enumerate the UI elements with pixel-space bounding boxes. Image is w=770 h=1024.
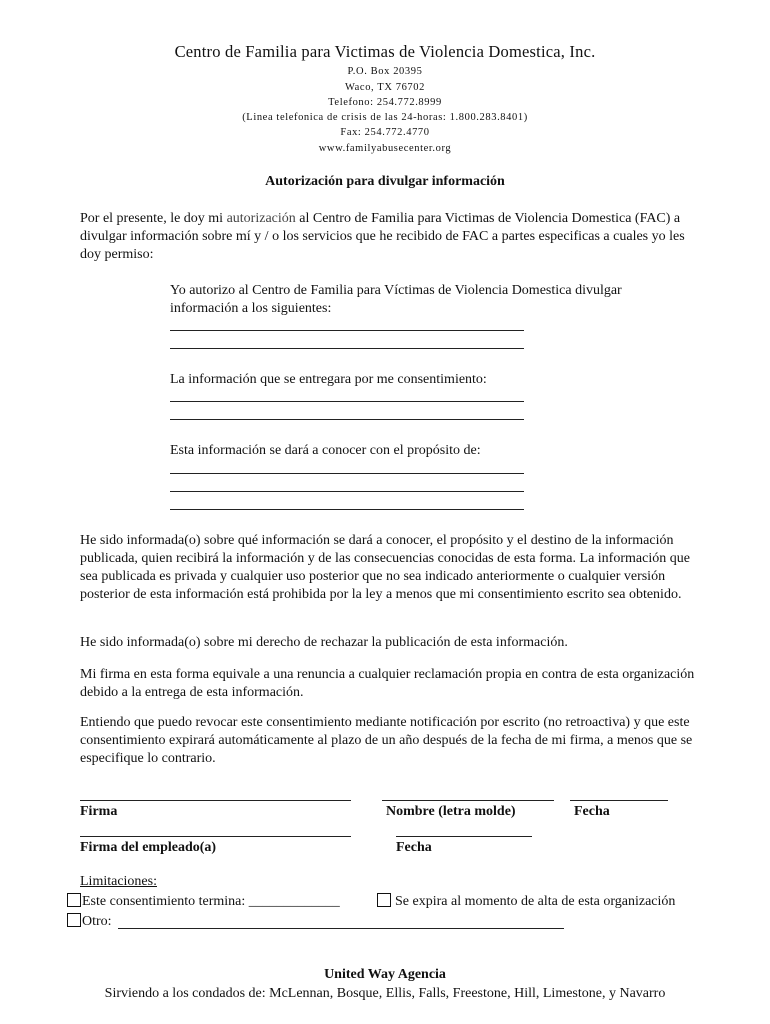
terminates-label: Este consentimiento termina: _____________ xyxy=(82,894,340,909)
information-released-label: La información que se entregara por me consentimiento: xyxy=(170,372,487,387)
date-line-2[interactable] xyxy=(396,836,532,837)
authorization-word: autorización xyxy=(226,211,296,226)
recipient-line-2[interactable] xyxy=(170,348,524,349)
crisis-line: (Linea telefonica de crisis de las 24-horas: 1.800.283.8401) xyxy=(242,112,528,123)
agency-label: United Way Agencia xyxy=(324,967,446,982)
employee-signature-line[interactable] xyxy=(80,836,351,837)
intro-paragraph xyxy=(80,210,695,264)
expires-label: Se expira al momento de alta de esta organización xyxy=(395,894,676,909)
information-line-2[interactable] xyxy=(170,419,524,420)
date-line-1[interactable] xyxy=(570,800,668,801)
signature-line[interactable] xyxy=(80,800,351,801)
limitations-title: Limitaciones: xyxy=(80,874,157,889)
signature-label: Firma xyxy=(80,804,118,819)
employee-signature-label: Firma del empleado(a) xyxy=(80,840,217,855)
po-box: P.O. Box 20395 xyxy=(347,66,423,77)
waiver-paragraph: Mi firma en esta forma equivale a una renuncia a cualquier reclamación propia en contra de esta organización debido a la entrega de esta información. xyxy=(80,667,695,700)
printed-name-label: Nombre (letra molde) xyxy=(386,804,516,819)
information-line-1[interactable] xyxy=(170,401,524,402)
expires-checkbox[interactable] xyxy=(377,893,391,907)
purpose-line-2[interactable] xyxy=(170,491,524,492)
right-to-refuse-paragraph: He sido informada(o) sobre mi derecho de rechazar la publicación de esta información. xyxy=(80,635,568,650)
recipient-line-1[interactable] xyxy=(170,330,524,331)
website: www.familyabusecenter.org xyxy=(318,143,452,154)
other-label: Otro: xyxy=(82,914,112,929)
counties-served: Sirviendo a los condados de: McLennan, Bosque, Ellis, Falls, Freestone, Hill, Limestone, y Navarro xyxy=(104,986,666,1001)
fax-number: Fax: 254.772.4770 xyxy=(340,127,430,138)
informed-paragraph: He sido informada(o) sobre qué información se dará a conocer, el propósito y el destino de la información publicada, quien recibirá la información y de las consecuencias conocidas de esta forma. La información que sea publicada es privada y cualquier uso posterior que no sea indicado anteriormente o cualquier versión posterior de esta información está prohibida por la ley a menos que mi consentimiento escrito sea obtenido. xyxy=(80,533,690,602)
other-line[interactable] xyxy=(118,928,564,929)
other-checkbox[interactable] xyxy=(67,913,81,927)
purpose-line-1[interactable] xyxy=(170,473,524,474)
revocation-paragraph: Entiendo que puedo revocar este consentimiento mediante notificación por escrito (no retroactiva) y que este consentimiento expirará automáticamente al plazo de un año después de la fecha de mi firma, a menos que se especifique lo contrario. xyxy=(80,715,693,766)
document-title: Autorización para divulgar información xyxy=(265,174,505,189)
purpose-label: Esta información se dará a conocer con el propósito de: xyxy=(170,443,481,458)
terminates-checkbox[interactable] xyxy=(67,893,81,907)
city-address: Waco, TX 76702 xyxy=(345,82,425,93)
intro-text-start: Por el presente, le doy mi xyxy=(80,211,227,226)
purpose-line-3[interactable] xyxy=(170,509,524,510)
date-label-1: Fecha xyxy=(574,804,610,819)
intro-text-end: al Centro de Familia para Victimas de Violencia Domestica (FAC) a divulgar información sobre mí y / o los servicios que he recibido de FAC a partes especificas a cuales yo les doy permiso: xyxy=(80,211,685,262)
organization-name: Centro de Familia para Victimas de Violencia Domestica, Inc. xyxy=(174,42,596,61)
date-label-2: Fecha xyxy=(396,840,432,855)
authorize-recipients-label: Yo autorizo al Centro de Familia para Víctimas de Violencia Domestica divulgar información a los siguientes: xyxy=(170,283,622,316)
printed-name-line[interactable] xyxy=(382,800,554,801)
phone-number: Telefono: 254.772.8999 xyxy=(328,97,442,108)
